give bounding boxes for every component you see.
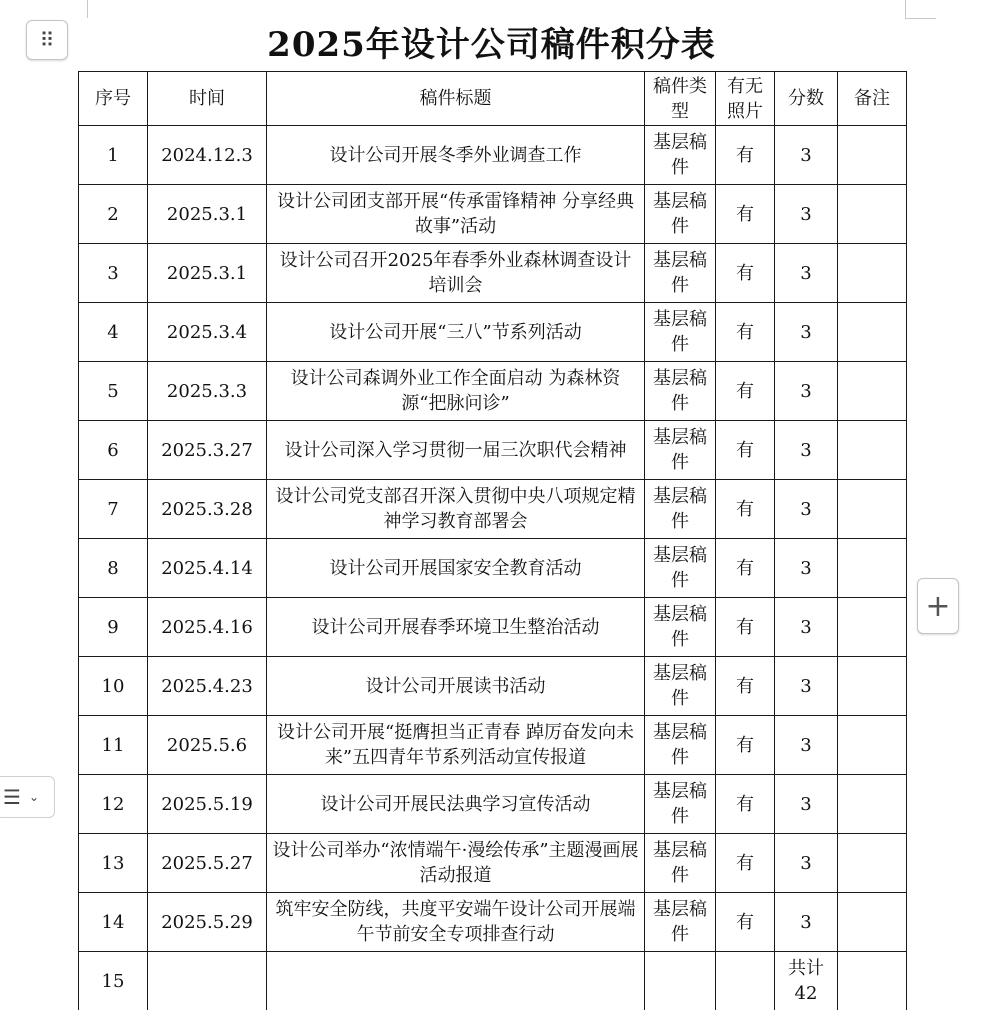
- table-row: [79, 539, 907, 598]
- total-row-no: 15: [79, 952, 148, 1011]
- table-row: [79, 244, 907, 303]
- cell-title: 设计公司团支部开展“传承雷锋精神 分享经典故事”活动: [267, 185, 645, 244]
- cell-score: 3: [775, 421, 838, 480]
- cell-note: [838, 303, 907, 362]
- table-row: [79, 480, 907, 539]
- cell-title: 设计公司开展读书活动: [267, 657, 645, 716]
- header-photo: 有无照片: [716, 72, 775, 126]
- total-row-time: [148, 952, 267, 1011]
- cell-note: [838, 598, 907, 657]
- header-no: 序号: [79, 72, 148, 126]
- cell-photo: 有: [716, 834, 775, 893]
- cell-note: [838, 893, 907, 952]
- outline-menu-button[interactable]: [0, 776, 55, 818]
- cell-score: 3: [775, 362, 838, 421]
- cell-score: 3: [775, 126, 838, 185]
- cell-type: 基层稿件: [645, 421, 716, 480]
- total-score-cell: [775, 952, 838, 1011]
- table-row: [79, 362, 907, 421]
- total-row: [79, 952, 907, 1011]
- cell-type: 基层稿件: [645, 716, 716, 775]
- block-drag-handle-button[interactable]: [26, 20, 68, 60]
- cell-photo: 有: [716, 362, 775, 421]
- cell-note: [838, 421, 907, 480]
- cell-type: 基层稿件: [645, 657, 716, 716]
- cell-no: 8: [79, 539, 148, 598]
- cell-score: 3: [775, 775, 838, 834]
- cell-photo: 有: [716, 598, 775, 657]
- cell-photo: 有: [716, 893, 775, 952]
- cell-photo: 有: [716, 126, 775, 185]
- cell-no: 12: [79, 775, 148, 834]
- cell-note: [838, 480, 907, 539]
- cell-no: 4: [79, 303, 148, 362]
- cell-type: 基层稿件: [645, 126, 716, 185]
- header-time: 时间: [148, 72, 267, 126]
- cell-note: [838, 716, 907, 775]
- outline-icon: ☰: [3, 785, 21, 809]
- cell-time: 2024.12.3: [148, 126, 267, 185]
- cell-type: 基层稿件: [645, 539, 716, 598]
- cell-time: 2025.5.19: [148, 775, 267, 834]
- cell-no: 6: [79, 421, 148, 480]
- cell-note: [838, 185, 907, 244]
- header-type: 稿件类型: [645, 72, 716, 126]
- cell-type: 基层稿件: [645, 362, 716, 421]
- total-row-title: [267, 952, 645, 1011]
- table-row: [79, 126, 907, 185]
- cell-no: 13: [79, 834, 148, 893]
- cell-note: [838, 657, 907, 716]
- cell-no: 7: [79, 480, 148, 539]
- cell-photo: 有: [716, 657, 775, 716]
- cell-title: 筑牢安全防线，共度平安端午设计公司开展端午节前安全专项排查行动: [267, 893, 645, 952]
- cell-score: 3: [775, 303, 838, 362]
- cell-no: 10: [79, 657, 148, 716]
- cell-no: 2: [79, 185, 148, 244]
- cell-note: [838, 244, 907, 303]
- header-title: 稿件标题: [267, 72, 645, 126]
- cell-note: [838, 126, 907, 185]
- table-header-row: [79, 72, 907, 126]
- cell-score: 3: [775, 893, 838, 952]
- cell-photo: 有: [716, 421, 775, 480]
- cell-title: 设计公司召开2025年春季外业森林调查设计培训会: [267, 244, 645, 303]
- total-row-note: [838, 952, 907, 1011]
- cell-title: 设计公司开展冬季外业调查工作: [267, 126, 645, 185]
- cell-no: 11: [79, 716, 148, 775]
- cell-photo: 有: [716, 185, 775, 244]
- cell-title: 设计公司开展民法典学习宣传活动: [267, 775, 645, 834]
- cell-time: 2025.5.27: [148, 834, 267, 893]
- plus-icon: +: [925, 588, 951, 624]
- cell-title: 设计公司深入学习贯彻一届三次职代会精神: [267, 421, 645, 480]
- cell-photo: 有: [716, 539, 775, 598]
- cell-type: 基层稿件: [645, 185, 716, 244]
- cell-time: 2025.3.27: [148, 421, 267, 480]
- table-row: [79, 657, 907, 716]
- cell-title: 设计公司开展“三八”节系列活动: [267, 303, 645, 362]
- chevron-down-icon: ⌄: [29, 790, 40, 804]
- total-score-label: 共计: [788, 958, 824, 979]
- cell-type: 基层稿件: [645, 834, 716, 893]
- cell-time: 2025.4.23: [148, 657, 267, 716]
- cell-title: 设计公司举办“浓情端午·漫绘传承”主题漫画展活动报道: [267, 834, 645, 893]
- cell-no: 14: [79, 893, 148, 952]
- cell-note: [838, 775, 907, 834]
- add-column-button[interactable]: [917, 578, 959, 634]
- table-row: [79, 421, 907, 480]
- cell-title: 设计公司森调外业工作全面启动 为森林资源“把脉问诊”: [267, 362, 645, 421]
- total-row-type: [645, 952, 716, 1011]
- cell-note: [838, 834, 907, 893]
- cell-photo: 有: [716, 775, 775, 834]
- cell-score: 3: [775, 539, 838, 598]
- cell-time: 2025.3.28: [148, 480, 267, 539]
- cell-time: 2025.5.29: [148, 893, 267, 952]
- cell-photo: 有: [716, 716, 775, 775]
- cell-type: 基层稿件: [645, 244, 716, 303]
- cell-type: 基层稿件: [645, 598, 716, 657]
- table-row: [79, 893, 907, 952]
- cell-time: 2025.5.6: [148, 716, 267, 775]
- cell-title: 设计公司开展“挺膺担当正青春 踔厉奋发向未来”五四青年节系列活动宣传报道: [267, 716, 645, 775]
- cell-no: 9: [79, 598, 148, 657]
- cell-time: 2025.3.1: [148, 185, 267, 244]
- table-row: [79, 598, 907, 657]
- table-row: [79, 834, 907, 893]
- header-score: 分数: [775, 72, 838, 126]
- cell-score: 3: [775, 244, 838, 303]
- cell-title: 设计公司开展春季环境卫生整治活动: [267, 598, 645, 657]
- total-score-value: 42: [794, 983, 818, 1004]
- cell-no: 3: [79, 244, 148, 303]
- cell-score: 3: [775, 185, 838, 244]
- cell-note: [838, 539, 907, 598]
- drag-handle-icon: ⠿: [39, 28, 55, 52]
- cell-title: 设计公司党支部召开深入贯彻中央八项规定精神学习教育部署会: [267, 480, 645, 539]
- cell-photo: 有: [716, 244, 775, 303]
- cell-no: 1: [79, 126, 148, 185]
- cell-type: 基层稿件: [645, 480, 716, 539]
- cell-photo: 有: [716, 480, 775, 539]
- cell-title: 设计公司开展国家安全教育活动: [267, 539, 645, 598]
- cell-score: 3: [775, 716, 838, 775]
- cell-time: 2025.3.4: [148, 303, 267, 362]
- cell-time: 2025.3.3: [148, 362, 267, 421]
- cell-time: 2025.3.1: [148, 244, 267, 303]
- page-margin-marker-left: [87, 0, 90, 18]
- page-margin-marker-right: [905, 0, 936, 19]
- cell-note: [838, 362, 907, 421]
- table-row: [79, 775, 907, 834]
- cell-score: 3: [775, 834, 838, 893]
- cell-time: 2025.4.14: [148, 539, 267, 598]
- table-row: [79, 303, 907, 362]
- cell-photo: 有: [716, 303, 775, 362]
- score-table: [78, 71, 907, 1010]
- total-row-photo: [716, 952, 775, 1011]
- cell-no: 5: [79, 362, 148, 421]
- table-row: [79, 716, 907, 775]
- cell-score: 3: [775, 480, 838, 539]
- cell-time: 2025.4.16: [148, 598, 267, 657]
- cell-type: 基层稿件: [645, 893, 716, 952]
- document-title: 2025年设计公司稿件积分表: [267, 25, 716, 65]
- cell-type: 基层稿件: [645, 775, 716, 834]
- table-row: [79, 185, 907, 244]
- cell-type: 基层稿件: [645, 303, 716, 362]
- header-note: 备注: [838, 72, 907, 126]
- cell-score: 3: [775, 657, 838, 716]
- cell-score: 3: [775, 598, 838, 657]
